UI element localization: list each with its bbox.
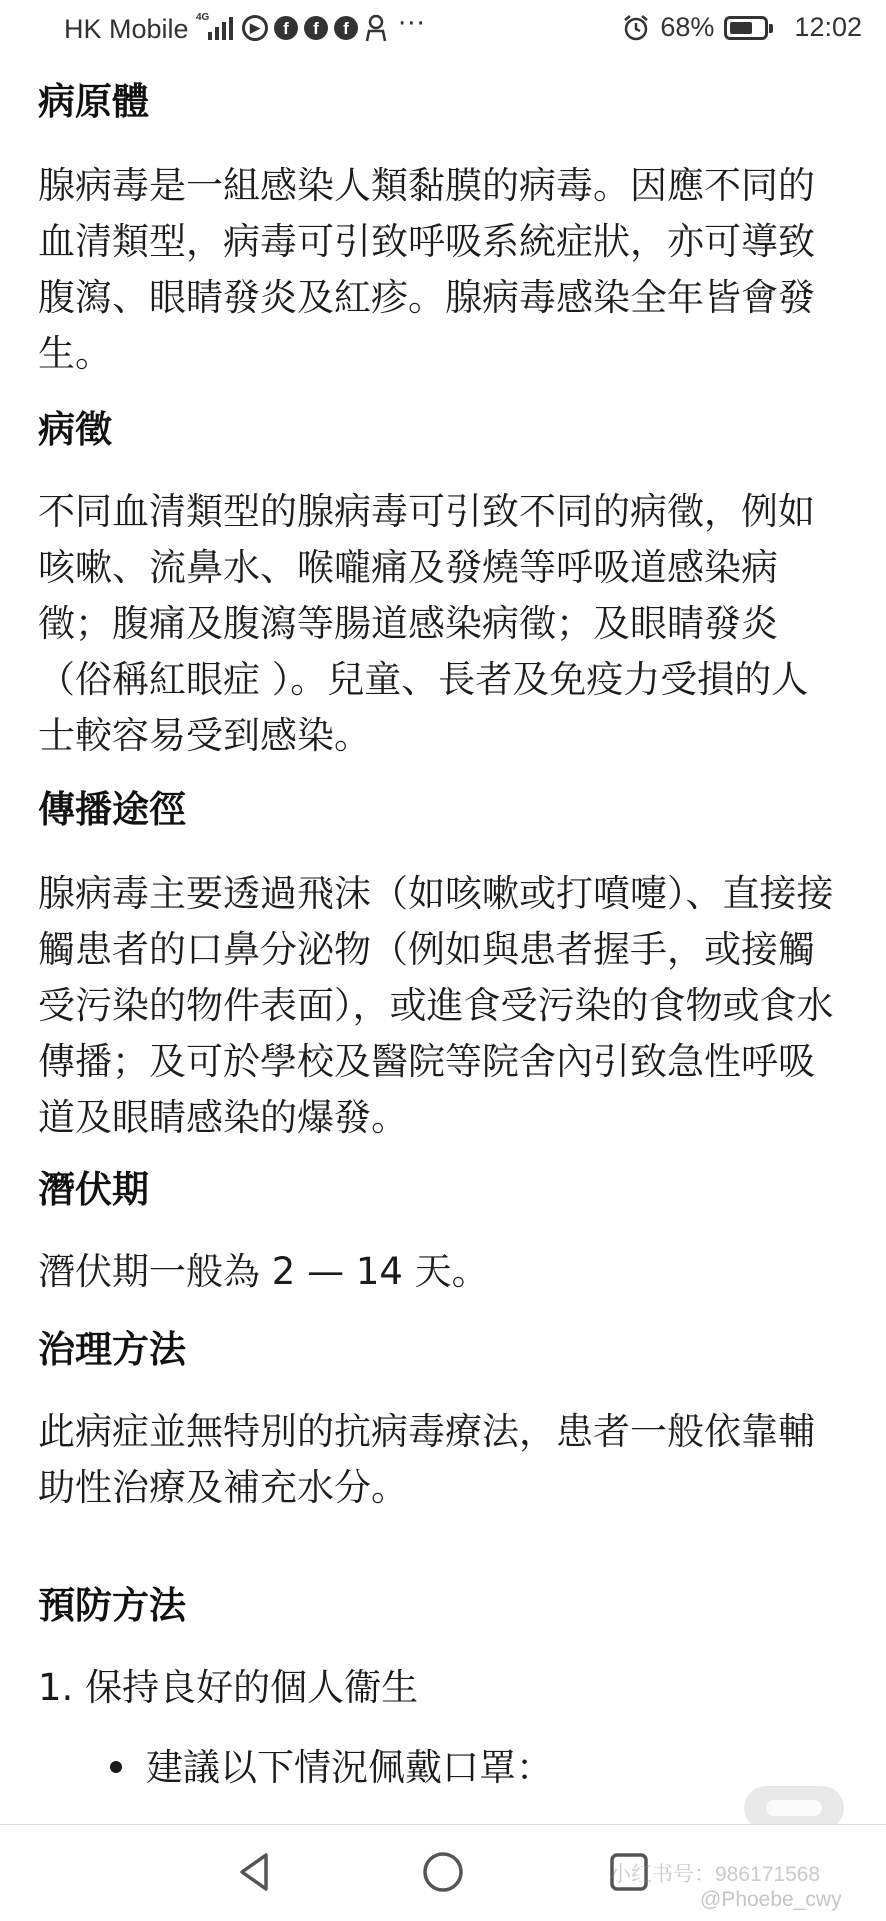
section-title-incubation: 潛伏期 [38, 1168, 149, 1211]
system-status [622, 12, 862, 43]
section-title-pathogen: 病原體 [38, 80, 149, 123]
battery-fill [730, 22, 752, 34]
media-icon: ▶ [242, 15, 268, 41]
back-triangle-icon[interactable] [232, 1849, 278, 1895]
carrier-name: HK Mobile [64, 14, 189, 44]
section-body-treatment: 此病症並無特別的抗病毒療法，患者一般依靠輔助性治療及補充水分。 [38, 1410, 815, 1509]
section-body-symptoms: 不同血清類型的腺病毒可引致不同的病徵，例如咳嗽、流鼻水、喉嚨痛及發燒等呼吸道感染病徵；腹痛及腹瀉等腸道感染病徵；及眼睛發炎（俗稱紅眼症 ）。兒童、長者及免疫力受損的人士較容易受到感染。 [38, 490, 815, 757]
section-title-transmission: 傳播途徑 [38, 788, 186, 831]
prevention-bullet-1 [110, 1740, 553, 1796]
section-title-prevention: 預防方法 [38, 1584, 186, 1627]
notification-icons [196, 9, 426, 44]
status-bar [0, 0, 886, 64]
network-type: 4G [196, 12, 210, 23]
section-title-treatment: 治理方法 [38, 1328, 186, 1371]
prevention-bullet-text: 建議以下情況佩戴口罩： [146, 1746, 553, 1789]
person-icon [364, 14, 388, 42]
section-body-incubation: 潛伏期一般為 2 — 14 天。 [38, 1250, 489, 1293]
facebook-icon: f [304, 16, 328, 40]
more-icon: ··· [398, 9, 426, 39]
facebook-icon: f [334, 16, 358, 40]
section-title-symptoms: 病徵 [38, 408, 112, 451]
clock: 12:02 [794, 12, 862, 42]
section-body-transmission: 腺病毒主要透過飛沫（如咳嗽或打噴嚏）、直接接觸患者的口鼻分泌物（例如與患者握手，或接觸受污染的物件表面），或進食受污染的食物或食水傳播；及可於學校及醫院等院舍內引致急性呼吸道及眼睛感染的爆發。 [38, 872, 834, 1139]
prevention-item-1: 1. 保持良好的個人衞生 [38, 1666, 419, 1709]
battery-percent: 68% [660, 12, 715, 42]
bullet-icon [110, 1761, 122, 1773]
battery-icon [724, 16, 768, 40]
alarm-icon [622, 14, 650, 42]
home-circle-icon[interactable] [420, 1849, 466, 1895]
section-body-pathogen: 腺病毒是一組感染人類黏膜的病毒。因應不同的血清類型，病毒可引致呼吸系統症狀，亦可導致腹瀉、眼睛發炎及紅疹。腺病毒感染全年皆會發生。 [38, 164, 815, 375]
watermark-id: 小红书号：986171568 [610, 1863, 821, 1886]
xiaohongshu-logo-icon [764, 1796, 824, 1820]
watermark-user: @Phoebe_cwy [700, 1888, 842, 1911]
facebook-icon: f [274, 16, 298, 40]
signal-icon [196, 12, 236, 44]
